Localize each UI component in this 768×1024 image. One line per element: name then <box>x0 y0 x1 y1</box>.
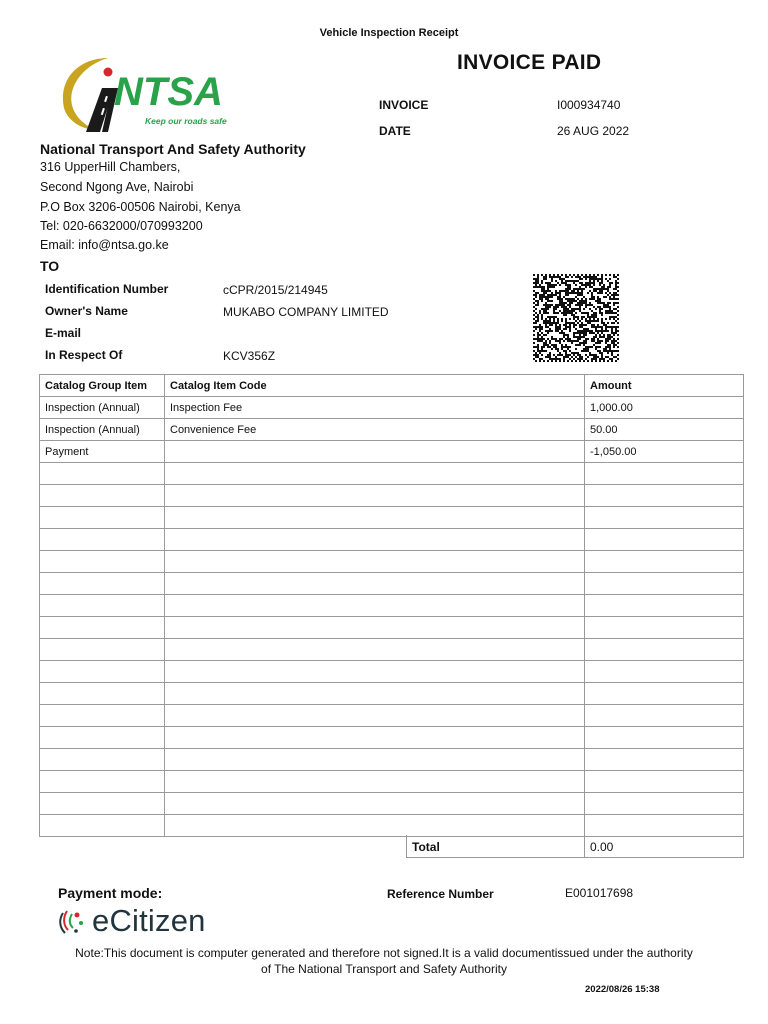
invoice-date-value: 26 AUG 2022 <box>557 124 630 138</box>
cell-catalog-code <box>165 551 585 573</box>
table-header-row <box>40 375 744 397</box>
invoice-number-value: I000934740 <box>557 98 621 112</box>
organization-address-line: P.O Box 3206-00506 Nairobi, Kenya <box>40 200 241 214</box>
cell-amount <box>585 551 744 573</box>
email-label: E-mail <box>45 326 82 340</box>
cell-catalog-group <box>40 683 165 705</box>
cell-catalog-group <box>40 617 165 639</box>
column-header-catalog-code: Catalog Item Code <box>165 375 585 397</box>
cell-catalog-group <box>40 573 165 595</box>
cell-catalog-code <box>165 573 585 595</box>
ntsa-logo-text: NTSA <box>114 70 223 114</box>
cell-amount <box>585 705 744 727</box>
cell-catalog-code <box>165 529 585 551</box>
cell-amount: 50.00 <box>585 419 744 441</box>
table-row <box>40 727 744 749</box>
cell-amount <box>585 793 744 815</box>
table-row <box>40 441 744 463</box>
cell-catalog-code <box>165 683 585 705</box>
identification-number-value: cCPR/2015/214945 <box>223 283 328 297</box>
table-row <box>40 595 744 617</box>
column-header-catalog-group: Catalog Group Item <box>40 375 165 397</box>
cell-amount <box>585 507 744 529</box>
cell-catalog-code <box>165 727 585 749</box>
table-row <box>40 683 744 705</box>
cell-catalog-group <box>40 705 165 727</box>
cell-catalog-group <box>40 507 165 529</box>
cell-catalog-group <box>40 639 165 661</box>
recipient-to-label: TO <box>40 258 60 274</box>
reference-number-value: E001017698 <box>565 886 634 900</box>
in-respect-of-label: In Respect Of <box>45 348 123 362</box>
cell-catalog-group <box>40 749 165 771</box>
cell-catalog-code <box>165 507 585 529</box>
cell-amount <box>585 661 744 683</box>
invoice-items-table <box>39 374 744 837</box>
qr-code <box>533 274 619 362</box>
table-row <box>40 419 744 441</box>
footer-note <box>0 945 768 977</box>
in-respect-of-value: KCV356Z <box>223 349 276 363</box>
document-title: Vehicle Inspection Receipt <box>319 27 459 39</box>
organization-email: Email: info@ntsa.go.ke <box>40 238 169 252</box>
total-divider <box>584 835 585 858</box>
cell-amount <box>585 639 744 661</box>
table-row <box>40 661 744 683</box>
cell-amount <box>585 595 744 617</box>
table-row <box>40 815 744 837</box>
cell-catalog-code <box>165 595 585 617</box>
cell-catalog-group <box>40 485 165 507</box>
cell-catalog-code <box>165 705 585 727</box>
cell-catalog-code <box>165 661 585 683</box>
logo-tagline: Keep our roads safe <box>145 116 227 126</box>
ecitizen-emblem-icon <box>57 905 89 939</box>
table-row <box>40 617 744 639</box>
footer-note-line: Note:This document is computer generated and therefore not signed.It is a valid documentissued under the authority <box>75 946 693 960</box>
footer-note-line: of The National Transport and Safety Authority <box>261 962 507 976</box>
cell-catalog-code <box>165 749 585 771</box>
organization-name: National Transport And Safety Authority <box>40 141 306 157</box>
table-row <box>40 705 744 727</box>
table-row <box>40 507 744 529</box>
cell-catalog-code <box>165 793 585 815</box>
table-row <box>40 639 744 661</box>
cell-amount <box>585 573 744 595</box>
column-header-amount: Amount <box>585 375 744 397</box>
cell-amount <box>585 815 744 837</box>
cell-amount <box>585 771 744 793</box>
print-timestamp: 2022/08/26 15:38 <box>585 984 660 995</box>
organization-address-line: 316 UpperHill Chambers, <box>40 160 181 174</box>
cell-catalog-code: Convenience Fee <box>165 419 585 441</box>
cell-catalog-code <box>165 441 585 463</box>
organization-phone: Tel: 020-6632000/070993200 <box>40 219 203 233</box>
ecitizen-logo-text: eCitizen <box>92 903 206 938</box>
total-box <box>406 835 744 858</box>
cell-catalog-group: Payment <box>40 441 165 463</box>
cell-amount <box>585 617 744 639</box>
cell-catalog-code <box>165 617 585 639</box>
total-label: Total <box>412 840 440 854</box>
table-row <box>40 463 744 485</box>
cell-amount: -1,050.00 <box>585 441 744 463</box>
table-row <box>40 485 744 507</box>
payment-mode-label: Payment mode: <box>58 885 163 901</box>
reference-number-label: Reference Number <box>387 887 494 901</box>
invoice-status-title: INVOICE PAID <box>457 51 602 74</box>
cell-catalog-code: Inspection Fee <box>165 397 585 419</box>
table-row <box>40 793 744 815</box>
cell-amount <box>585 727 744 749</box>
organization-address-line: Second Ngong Ave, Nairobi <box>40 180 194 194</box>
cell-catalog-code <box>165 815 585 837</box>
cell-amount <box>585 749 744 771</box>
invoice-date-label: DATE <box>379 124 411 138</box>
cell-amount: 1,000.00 <box>585 397 744 419</box>
table-row <box>40 771 744 793</box>
cell-catalog-code <box>165 485 585 507</box>
owner-name-label: Owner's Name <box>45 304 128 318</box>
cell-catalog-group: Inspection (Annual) <box>40 419 165 441</box>
table-row <box>40 551 744 573</box>
cell-catalog-group <box>40 463 165 485</box>
cell-amount <box>585 485 744 507</box>
total-value: 0.00 <box>590 840 614 854</box>
cell-catalog-group <box>40 661 165 683</box>
cell-catalog-group <box>40 771 165 793</box>
cell-catalog-group <box>40 551 165 573</box>
cell-catalog-group <box>40 815 165 837</box>
cell-catalog-code <box>165 771 585 793</box>
table-row <box>40 573 744 595</box>
cell-catalog-group <box>40 595 165 617</box>
table-row <box>40 749 744 771</box>
cell-amount <box>585 529 744 551</box>
cell-catalog-code <box>165 639 585 661</box>
cell-catalog-group <box>40 793 165 815</box>
cell-amount <box>585 463 744 485</box>
cell-amount <box>585 683 744 705</box>
identification-number-label: Identification Number <box>45 282 169 296</box>
invoice-number-label: INVOICE <box>379 98 429 112</box>
cell-catalog-code <box>165 463 585 485</box>
cell-catalog-group: Inspection (Annual) <box>40 397 165 419</box>
owner-name-value: MUKABO COMPANY LIMITED <box>223 305 389 319</box>
cell-catalog-group <box>40 727 165 749</box>
table-row <box>40 529 744 551</box>
table-row <box>40 397 744 419</box>
cell-catalog-group <box>40 529 165 551</box>
